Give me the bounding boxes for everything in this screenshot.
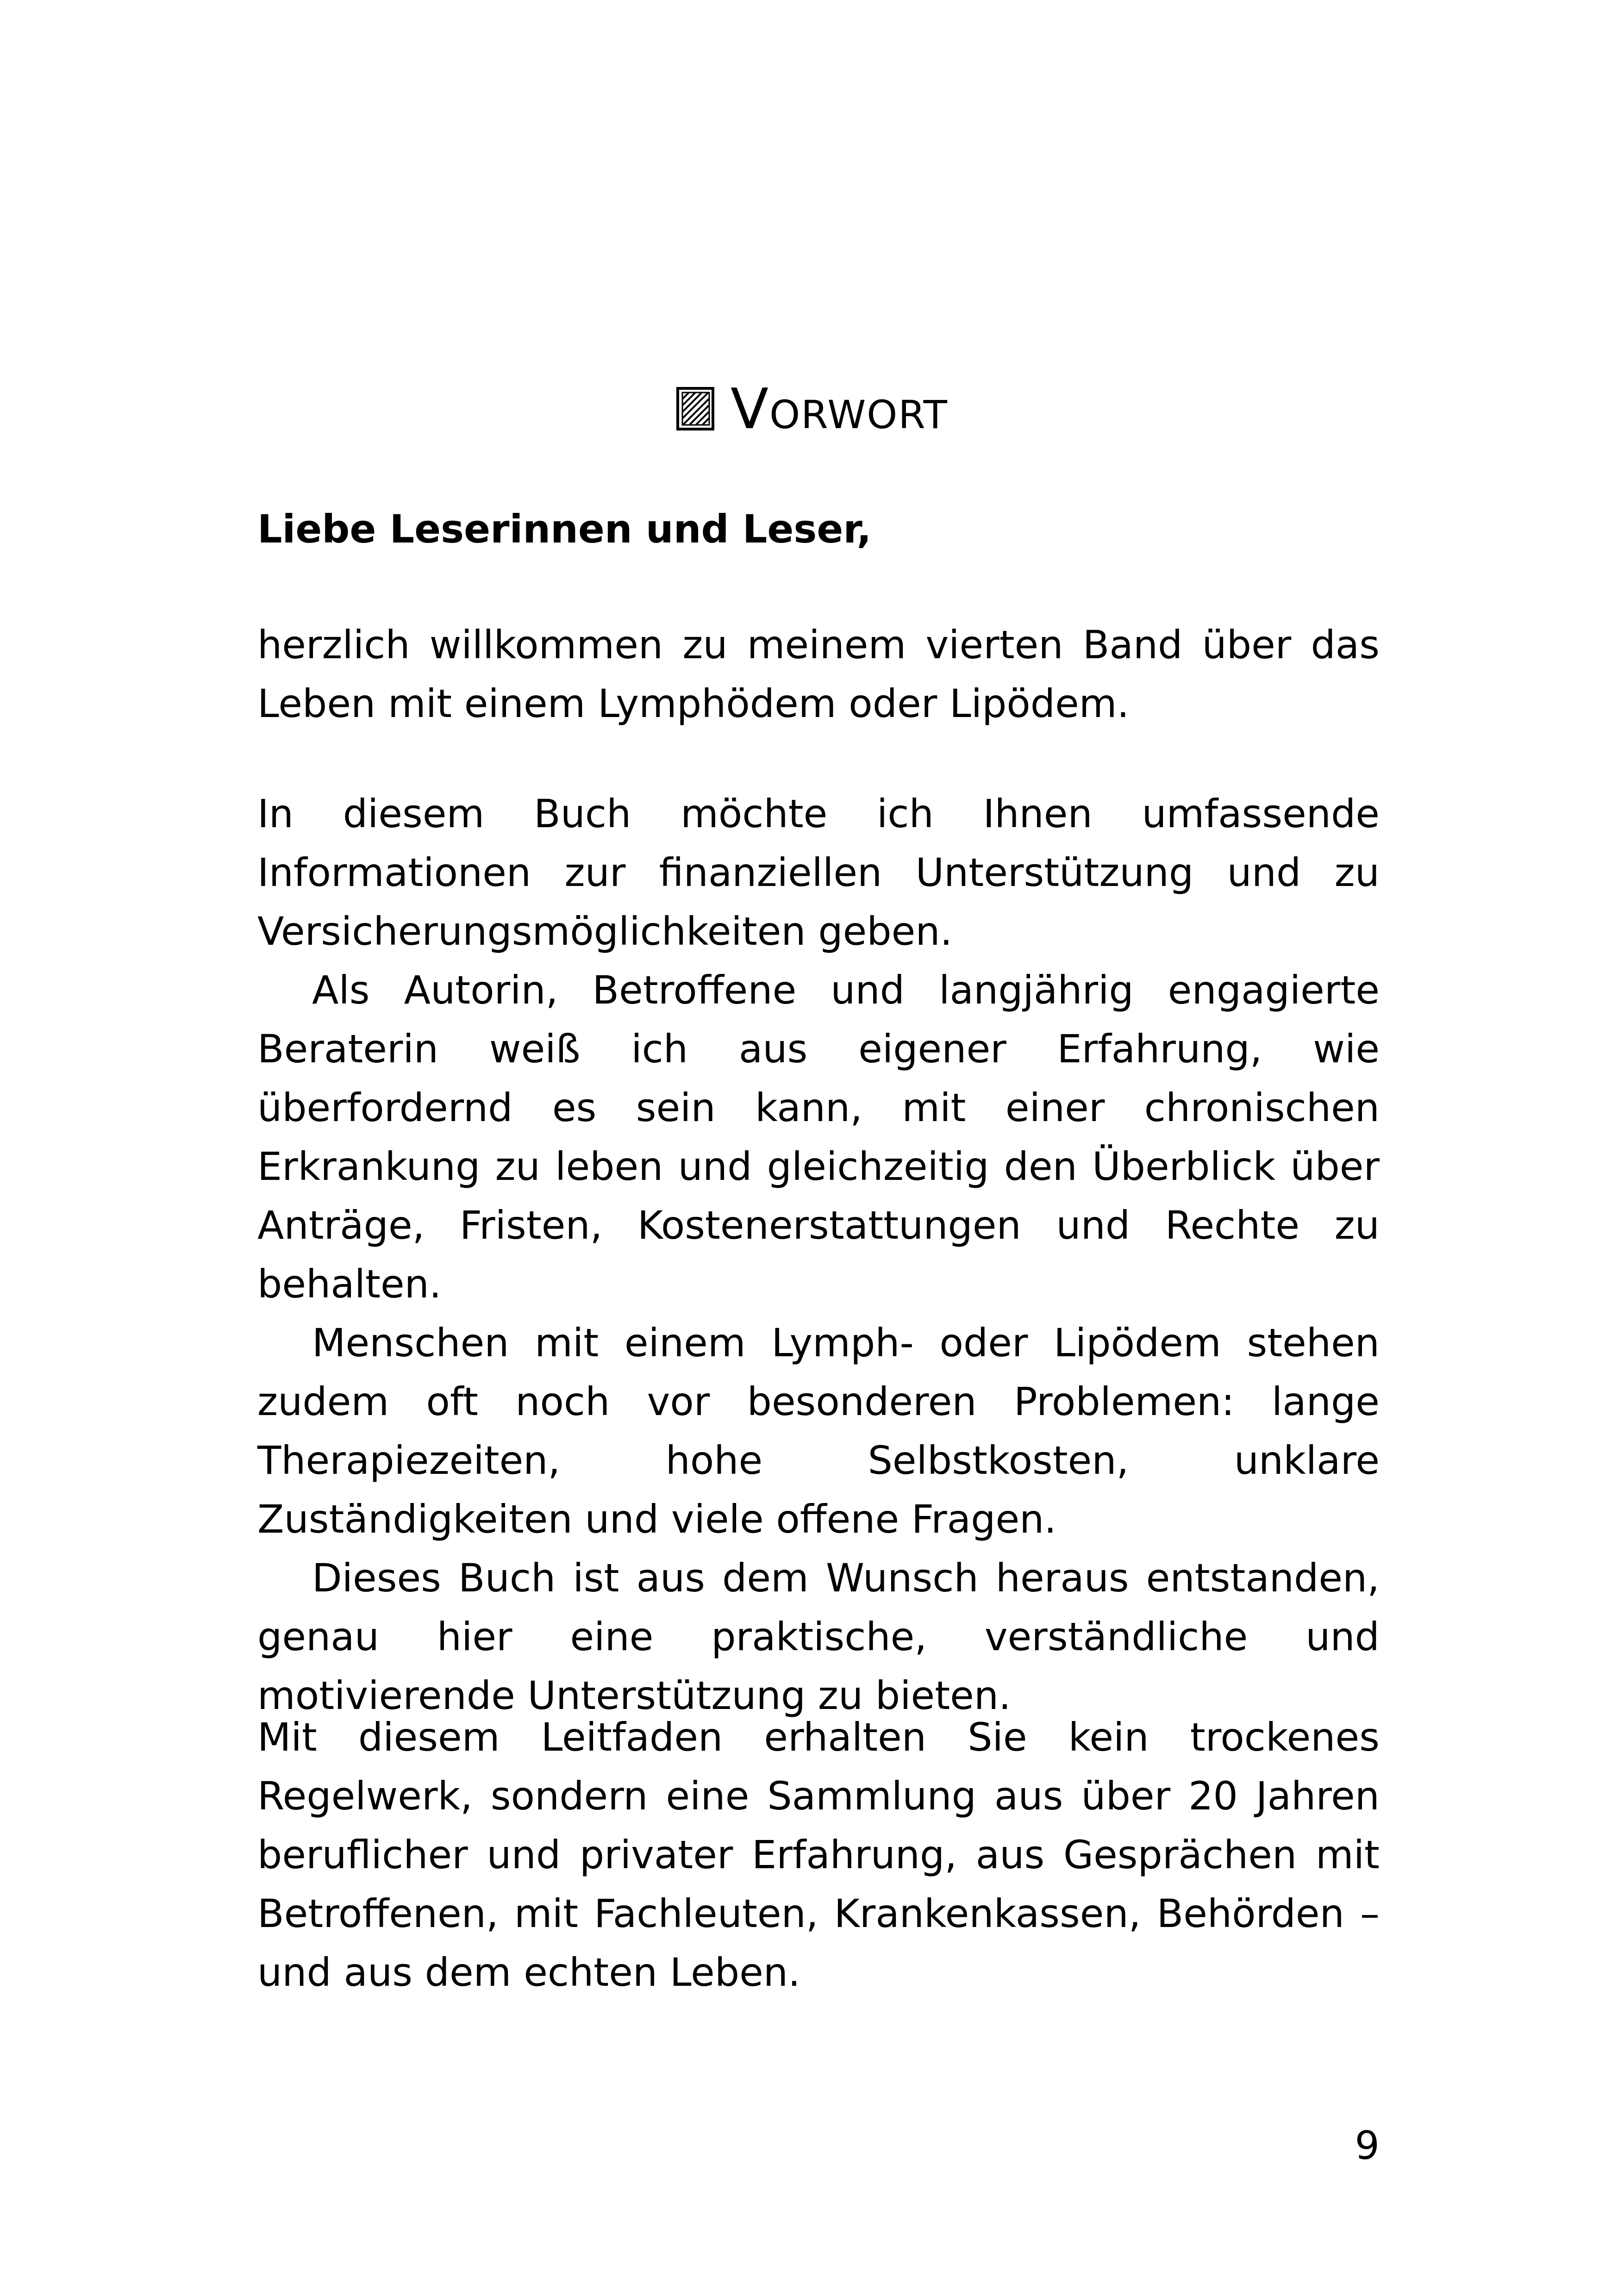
paragraph-group-3	[257, 1708, 1380, 2002]
paragraph: Mit diesem Leitfaden erhalten Sie kein trockenes Regelwerk, sondern eine Sammlung aus über 20 Jahren beruflicher und privater Erfahrung, aus Gesprächen mit Betroffenen, mit Fachleuten, Krankenkassen, Behörden – und aus dem echten Leben.	[257, 1715, 1380, 1995]
paragraph-group-1	[257, 616, 1380, 733]
chapter-title: Vorwort	[731, 377, 948, 442]
paragraph: In diesem Buch möchte ich Ihnen umfassende Informationen zur finanziellen Unterstützung und zu Versicherungsmöglichkeiten geben.	[257, 791, 1380, 954]
page-number: 9	[1355, 2123, 1380, 2168]
paragraph-group-2	[257, 785, 1380, 1725]
paragraph: herzlich willkommen zu meinem vierten Band über das Leben mit einem Lymphödem oder Lipödem.	[257, 622, 1380, 726]
chapter-heading	[0, 377, 1624, 458]
paragraph: Als Autorin, Betroffene und langjährig engagierte Beraterin weiß ich aus eigener Erfahrung, wie überfordernd es sein kann, mit einer chronischen Erkrankung zu leben und gleichzeitig den Überblick über Anträge, Fristen, Kostenerstattungen und Rechte zu behalten.	[257, 967, 1380, 1307]
book-icon	[676, 387, 715, 431]
paragraph: Dieses Buch ist aus dem Wunsch heraus entstanden, genau hier eine praktische, verständliche und motivierende Unterstützung zu bieten.	[257, 1555, 1380, 1718]
paragraph: Menschen mit einem Lymph- oder Lipödem stehen zudem oft noch vor besonderen Problemen: lange Therapiezeiten, hohe Selbstkosten, unklare Zuständigkeiten und viele offene Fragen.	[257, 1320, 1380, 1542]
salutation: Liebe Leserinnen und Leser,	[257, 506, 872, 552]
